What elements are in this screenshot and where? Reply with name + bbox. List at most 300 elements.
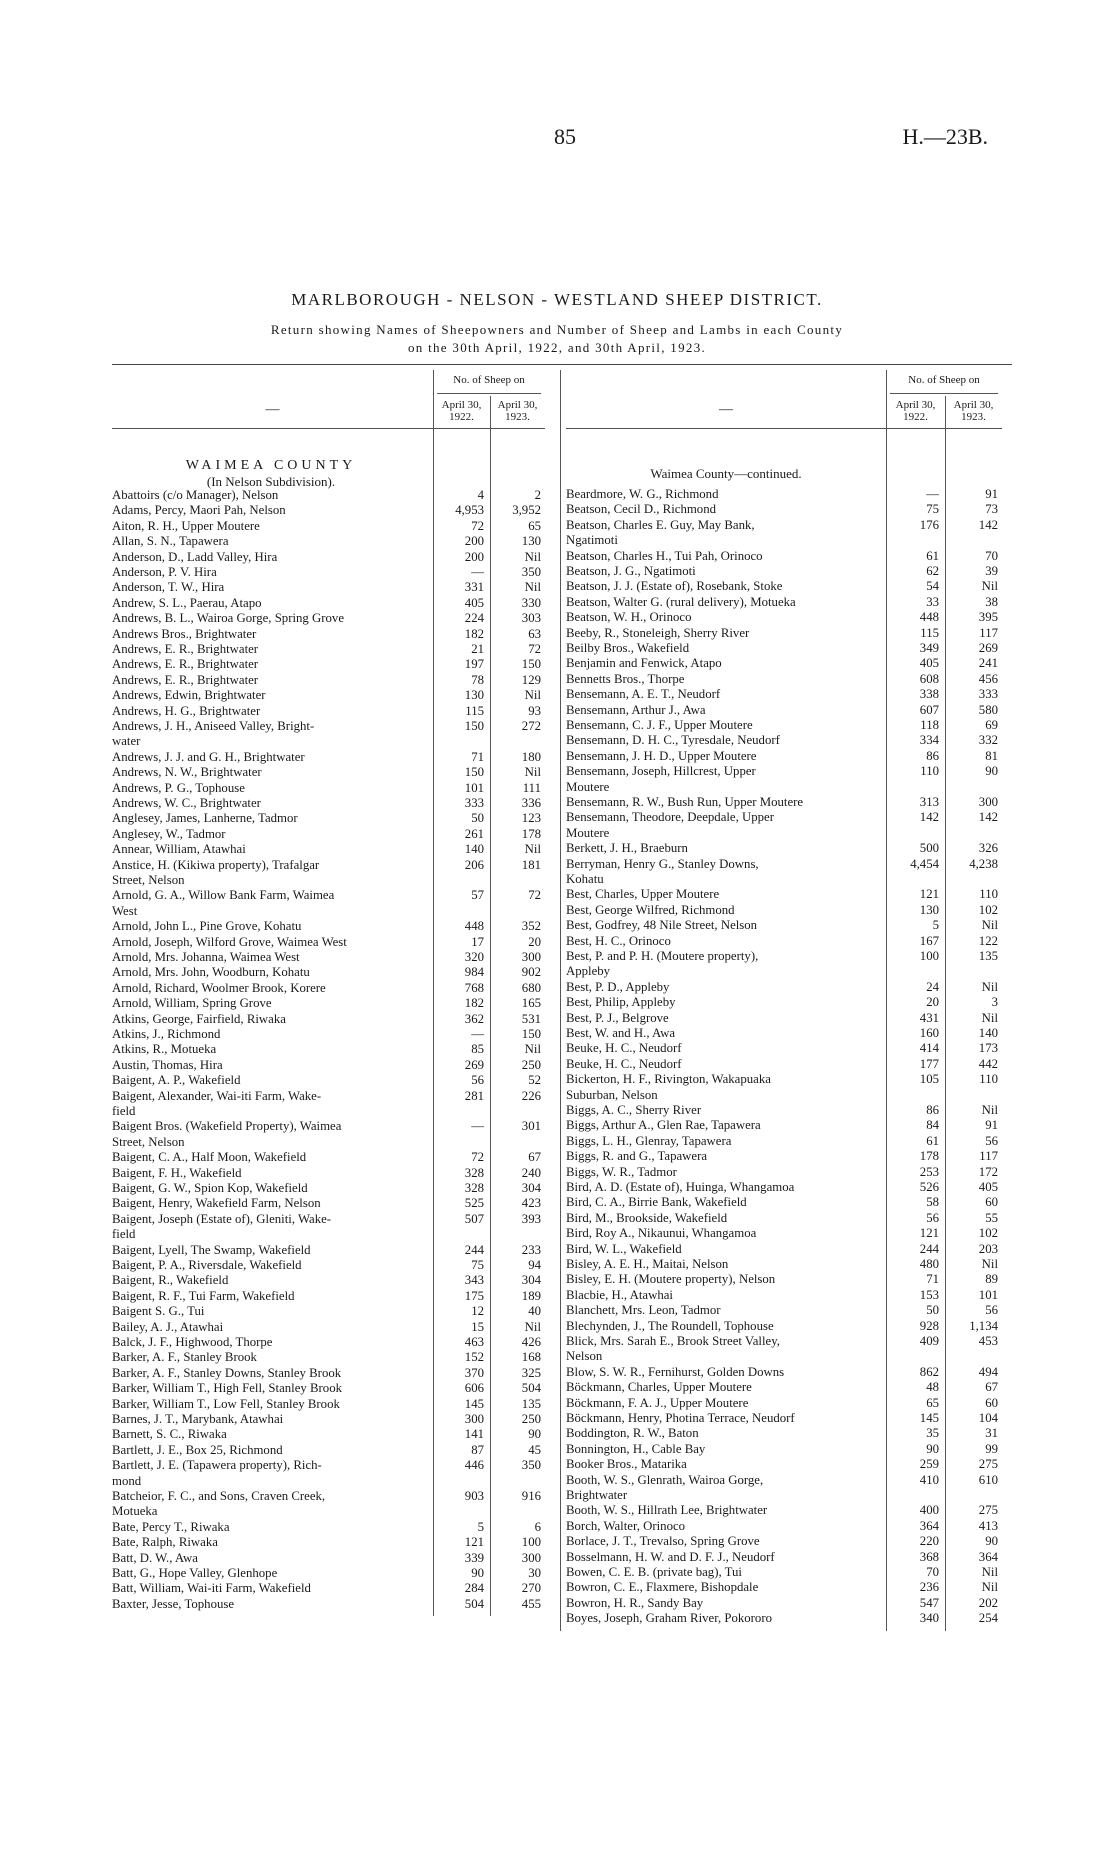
sheep-count-1923: 104 <box>978 1411 998 1425</box>
header-bottom-rule <box>566 428 1002 429</box>
sheep-count-1922: 328 <box>464 1165 484 1180</box>
owner-name: Best, Charles, Upper Moutere <box>566 887 720 902</box>
owner-name: Atkins, J., Richmond <box>112 1027 221 1041</box>
sheep-count-1923: 330 <box>521 595 541 610</box>
table-row <box>112 1427 545 1442</box>
sheep-count-1922: 86 <box>926 748 939 763</box>
sheep-count-1923: 326 <box>978 841 998 856</box>
table-row <box>566 1334 1002 1365</box>
owner-name: Adams, Percy, Maori Pah, Nelson <box>112 503 286 518</box>
sheep-count-1922: 244 <box>919 1241 939 1256</box>
table-row <box>112 950 545 965</box>
table-row <box>112 1196 545 1211</box>
sheep-count-1922: — <box>471 1027 484 1041</box>
owner-name: Batt, William, Wai-iti Farm, Wakefield <box>112 1581 311 1596</box>
sheep-count-1922: 115 <box>465 703 484 718</box>
sheep-count-1923: 67 <box>985 1380 998 1395</box>
sheep-count-1923: 73 <box>985 502 998 517</box>
sheep-count-1922: 58 <box>926 1195 939 1210</box>
owner-name: Bensemann, J. H. D., Upper Moutere <box>566 748 757 763</box>
owner-name: Best, George Wilfred, Richmond <box>566 902 735 917</box>
sheep-count-1922: 61 <box>926 548 939 563</box>
table-row <box>566 703 1002 718</box>
header-group-label: No. of Sheep on <box>453 374 525 386</box>
sheep-count-1923: 130 <box>521 534 541 549</box>
sheep-count-1923: 254 <box>978 1611 998 1626</box>
table-row <box>566 502 1002 517</box>
table-row <box>112 1027 545 1042</box>
owner-name: Beatson, W. H., Orinoco <box>566 610 692 625</box>
header-dash: — <box>719 402 733 417</box>
sheep-count-1923: Nil <box>524 580 541 595</box>
owner-name-continued: Kohatu <box>566 871 604 886</box>
table-row <box>566 949 1002 980</box>
table-row <box>566 903 1002 918</box>
table-row <box>112 673 545 688</box>
owner-name: Baigent, Henry, Wakefield Farm, Nelson <box>112 1196 321 1211</box>
table-row <box>112 1366 545 1381</box>
sheep-count-1922: 200 <box>464 534 484 549</box>
sheep-count-1923: 72 <box>528 888 541 903</box>
sheep-count-1923: 300 <box>521 1550 541 1565</box>
table-row <box>566 626 1002 641</box>
table-row <box>566 1365 1002 1380</box>
sheep-count-1922: 142 <box>919 810 939 825</box>
sheep-count-1923: 93 <box>528 703 541 718</box>
owner-name: Batt, G., Hope Valley, Glenhope <box>112 1566 278 1580</box>
table-row <box>566 934 1002 949</box>
owner-name: Andrews, J. H., Aniseed Valley, Bright- <box>112 719 315 733</box>
sheep-count-1922: 4,953 <box>455 503 484 518</box>
sheep-count-1923: 250 <box>521 1057 541 1072</box>
table-row <box>112 811 545 826</box>
table-row <box>112 1535 545 1550</box>
sheep-count-1923: 135 <box>978 949 998 963</box>
sheep-count-1922: 206 <box>464 857 484 872</box>
table-row <box>566 564 1002 579</box>
owner-name: Baigent, Joseph (Estate of), Gleniti, Wake- <box>112 1211 332 1226</box>
owner-name: Anglesey, W., Tadmor <box>112 826 226 841</box>
district-title: MARLBOROUGH - NELSON - WESTLAND SHEEP DISTRICT. <box>291 290 823 309</box>
sheep-count-1922: 121 <box>919 1226 939 1241</box>
sheep-count-1922: 244 <box>464 1242 484 1257</box>
sheep-count-1923: 165 <box>521 996 541 1011</box>
owner-name: Baigent, Alexander, Wai-iti Farm, Wake- <box>112 1088 322 1103</box>
sheep-count-1922: 115 <box>920 625 939 640</box>
table-row <box>566 1580 1002 1595</box>
owner-name: Bird, W. L., Wakefield <box>566 1241 682 1256</box>
owner-name: Baigent S. G., Tui <box>112 1304 205 1319</box>
owner-name: Beatson, Walter G. (rural delivery), Motueka <box>566 594 796 609</box>
sheep-count-1923: 352 <box>521 919 541 934</box>
owner-name: Anglesey, James, Lanherne, Tadmor <box>112 811 298 826</box>
header-group-rule <box>437 393 541 394</box>
sheep-count-1923: Nil <box>981 1565 998 1579</box>
sheep-count-1922: 78 <box>471 672 484 687</box>
table-row <box>112 1181 545 1196</box>
table-row <box>566 733 1002 748</box>
table-row <box>566 1457 1002 1472</box>
sheep-count-1922: 56 <box>471 1073 484 1088</box>
sheep-count-1923: 455 <box>521 1596 541 1611</box>
sheep-count-1923: 100 <box>521 1535 541 1550</box>
sheep-count-1922: 197 <box>464 657 484 672</box>
table-row <box>566 1149 1002 1164</box>
owner-name: Blow, S. W. R., Fernihurst, Golden Downs <box>566 1364 785 1379</box>
sheep-count-1922: 150 <box>464 765 484 780</box>
owner-name-continued: mond <box>112 1473 142 1488</box>
sheep-count-1923: 122 <box>978 933 998 948</box>
sheep-count-1922: 71 <box>926 1272 939 1287</box>
table-row <box>112 1520 545 1535</box>
owner-name: Bowen, C. E. B. (private bag), Tui <box>566 1565 742 1579</box>
owner-name-continued: Moutere <box>566 779 610 794</box>
sheep-count-1923: Nil <box>981 979 998 994</box>
table-row <box>112 1397 545 1412</box>
header-1923: April 30, 1923. <box>953 399 994 423</box>
sheep-count-1922: 340 <box>919 1611 939 1626</box>
owner-name: Bickerton, H. F., Rivington, Wakapuaka <box>566 1072 771 1087</box>
sheep-count-1923: 275 <box>978 1457 998 1472</box>
sheep-count-1922: 21 <box>471 642 484 656</box>
owner-name: Bisley, E. H. (Moutere property), Nelson <box>566 1272 776 1287</box>
sheep-count-1923: 102 <box>978 1226 998 1241</box>
sheep-count-1922: 328 <box>464 1181 484 1195</box>
sheep-count-1922: 253 <box>919 1164 939 1179</box>
owner-name: Biggs, Arthur A., Glen Rae, Tapawera <box>566 1118 761 1133</box>
owner-name: Boddington, R. W., Baton <box>566 1426 699 1441</box>
sheep-count-1923: 442 <box>978 1056 998 1071</box>
table-row <box>112 1320 545 1335</box>
sheep-count-1922: 320 <box>464 950 484 964</box>
owner-name: Anderson, T. W., Hira <box>112 580 225 595</box>
sheep-count-1922: 862 <box>919 1364 939 1379</box>
sheep-count-1922: 72 <box>471 1150 484 1165</box>
owner-name: Atkins, R., Motueka <box>112 1042 217 1057</box>
owner-name: Beuke, H. C., Neudorf <box>566 1056 682 1071</box>
sheep-count-1922: 463 <box>464 1335 484 1349</box>
sheep-count-1922: 84 <box>926 1118 939 1133</box>
sheep-count-1923: 178 <box>521 826 541 841</box>
table-row <box>566 795 1002 810</box>
sheep-count-1922: 130 <box>919 902 939 917</box>
sheep-count-1923: 142 <box>978 517 998 532</box>
sheep-count-1923: Nil <box>524 1319 541 1334</box>
owner-name: Booker Bros., Matarika <box>566 1457 687 1472</box>
sheep-count-1922: 90 <box>926 1441 939 1456</box>
sheep-count-1923: 325 <box>521 1365 541 1380</box>
sheep-count-1923: 89 <box>985 1272 998 1287</box>
owner-name: Bennetts Bros., Thorpe <box>566 671 685 686</box>
table-row <box>112 488 545 503</box>
sheep-count-1922: 50 <box>926 1303 939 1318</box>
sheep-count-1922: 90 <box>471 1566 484 1580</box>
sheep-count-1923: 110 <box>979 1072 998 1087</box>
header-1922: April 30, 1922. <box>895 399 936 423</box>
owner-name: Bensemann, C. J. F., Upper Moutere <box>566 718 753 732</box>
sheep-count-1923: 91 <box>985 487 998 501</box>
sheep-count-1922: 448 <box>919 610 939 625</box>
table-row <box>566 1550 1002 1565</box>
owner-name: Barnes, J. T., Marybank, Atawhai <box>112 1412 284 1426</box>
sheep-count-1923: 203 <box>978 1241 998 1256</box>
sheep-count-1922: 362 <box>464 1011 484 1026</box>
owner-name: Biggs, R. and G., Tapawera <box>566 1149 708 1164</box>
owner-name: Bartlett, J. E. (Tapawera property), Rich- <box>112 1458 322 1473</box>
owner-name: Best, P. D., Appleby <box>566 979 670 994</box>
sheep-count-1922: 414 <box>919 1041 939 1056</box>
sheep-count-1923: 393 <box>521 1211 541 1226</box>
table-row <box>112 719 545 750</box>
sheep-count-1923: 275 <box>978 1503 998 1518</box>
table-row <box>566 656 1002 671</box>
table-row <box>112 534 545 549</box>
table-row <box>566 810 1002 841</box>
sheep-count-1922: 110 <box>920 764 939 779</box>
sheep-count-1922: 121 <box>919 887 939 902</box>
owner-name: Böckmann, F. A. J., Upper Moutere <box>566 1395 749 1410</box>
sheep-count-1923: 189 <box>521 1288 541 1303</box>
table-row <box>566 1396 1002 1411</box>
sheep-count-1922: 153 <box>919 1287 939 1302</box>
sheep-count-1923: 110 <box>979 887 998 902</box>
owner-name: Baigent, P. A., Riversdale, Wakefield <box>112 1258 302 1272</box>
sheep-count-1922: 4,454 <box>910 856 939 871</box>
table-row <box>112 1458 545 1489</box>
owner-name: Blick, Mrs. Sarah E., Brook Street Valley, <box>566 1334 780 1348</box>
sheep-count-1923: 65 <box>528 518 541 533</box>
table-row <box>566 1534 1002 1549</box>
sheep-count-1923: 333 <box>978 687 998 702</box>
owner-name: Biggs, L. H., Glenray, Tapawera <box>566 1133 732 1148</box>
table-row <box>566 549 1002 564</box>
table-row <box>112 888 545 919</box>
table-row <box>112 796 545 811</box>
owner-name: Baigent, G. W., Spion Kop, Wakefield <box>112 1181 308 1195</box>
sheep-count-1922: 504 <box>464 1596 484 1611</box>
owner-name: Arnold, John L., Pine Grove, Kohatu <box>112 919 302 934</box>
sheep-count-1923: 99 <box>985 1441 998 1456</box>
table-row <box>566 1380 1002 1395</box>
sheep-count-1922: 339 <box>464 1550 484 1565</box>
table-row <box>566 857 1002 888</box>
owner-name: Arnold, Mrs. Johanna, Waimea West <box>112 950 300 964</box>
table-row <box>566 1041 1002 1056</box>
owner-name: Biggs, W. R., Tadmor <box>566 1164 677 1179</box>
sheep-count-1922: 54 <box>926 579 939 594</box>
owner-name-continued: Street, Nelson <box>112 872 185 887</box>
sheep-count-1923: Nil <box>981 579 998 594</box>
sheep-count-1922: 370 <box>464 1365 484 1380</box>
sheep-count-1922: 410 <box>919 1472 939 1487</box>
table-row <box>112 704 545 719</box>
table-row <box>112 580 545 595</box>
owner-name: Baigent, R., Wakefield <box>112 1273 229 1288</box>
table-row <box>566 1596 1002 1611</box>
sheep-count-1923: 494 <box>978 1364 998 1379</box>
table-row <box>112 1089 545 1120</box>
table-row <box>566 841 1002 856</box>
owner-name: Barker, William T., Low Fell, Stanley Brook <box>112 1396 340 1411</box>
table-row <box>566 579 1002 594</box>
sheep-count-1922: 224 <box>464 611 484 626</box>
sheep-count-1922: 56 <box>926 1210 939 1225</box>
table-row <box>566 487 1002 502</box>
sheep-count-1922: 105 <box>919 1072 939 1087</box>
owner-name-continued: Suburban, Nelson <box>566 1087 658 1102</box>
table-row <box>112 1273 545 1288</box>
sheep-count-1922: — <box>926 487 939 501</box>
sheep-count-1922: 607 <box>919 702 939 717</box>
table-row <box>566 1118 1002 1133</box>
table-row <box>112 1212 545 1243</box>
table-row <box>566 749 1002 764</box>
owner-name: Beatson, Charles E. Guy, May Bank, <box>566 517 755 532</box>
sheep-count-1922: 405 <box>464 595 484 610</box>
sheep-count-1923: Nil <box>981 1257 998 1271</box>
return-subtitle-line-1: Return showing Names of Sheepowners and Number of Sheep and Lambs in each County <box>270 322 844 337</box>
owner-name: Arnold, G. A., Willow Bank Farm, Waimea <box>112 888 335 903</box>
column-separator-1923 <box>490 396 491 1616</box>
table-row <box>112 965 545 980</box>
owner-name: Andrews, J. J. and G. H., Brightwater <box>112 749 305 764</box>
sheep-count-1922: 62 <box>926 564 939 578</box>
sheep-count-1922: 300 <box>464 1412 484 1426</box>
sheep-count-1922: — <box>471 1119 484 1134</box>
sheep-count-1922: 48 <box>926 1380 939 1395</box>
owner-name: Best, Godfrey, 48 Nile Street, Nelson <box>566 918 758 933</box>
sheep-count-1922: 331 <box>464 580 484 595</box>
sheep-count-1923: 233 <box>521 1242 541 1257</box>
owner-name: Baigent, F. H., Wakefield <box>112 1165 242 1180</box>
owner-name: Austin, Thomas, Hira <box>112 1057 223 1072</box>
sheep-count-1923: 172 <box>978 1164 998 1179</box>
owner-name: Andrews, N. W., Brightwater <box>112 765 262 780</box>
table-row <box>112 1381 545 1396</box>
table-row <box>566 1565 1002 1580</box>
sheep-count-1923: 350 <box>521 1458 541 1473</box>
owner-name: Beatson, Cecil D., Richmond <box>566 502 716 517</box>
sheep-count-1922: 5 <box>932 918 939 933</box>
owner-name: Arnold, Richard, Woolmer Brook, Korere <box>112 980 326 995</box>
owner-name: Böckmann, Charles, Upper Moutere <box>566 1380 752 1395</box>
owner-name: Blacbie, H., Atawhai <box>566 1287 673 1302</box>
sheep-count-1922: 349 <box>919 641 939 655</box>
sheep-count-1922: 200 <box>464 549 484 564</box>
owner-name-continued: Motueka <box>112 1504 158 1519</box>
table-row <box>566 672 1002 687</box>
table-row <box>112 827 545 842</box>
sheep-count-1922: 167 <box>919 933 939 948</box>
sheep-count-1923: 405 <box>978 1180 998 1194</box>
owner-name: Anderson, D., Ladd Valley, Hira <box>112 549 278 564</box>
sheep-count-1923: 580 <box>978 702 998 717</box>
sheep-count-1922: 446 <box>464 1458 484 1473</box>
owner-name: Beardmore, W. G., Richmond <box>566 487 719 501</box>
table-row <box>112 565 545 580</box>
table-row <box>112 1166 545 1181</box>
sheep-count-1923: 240 <box>521 1165 541 1180</box>
sheep-count-1923: 20 <box>528 934 541 949</box>
sheep-count-1922: 61 <box>926 1133 939 1148</box>
table-row <box>112 611 545 626</box>
section-title: Waimea County—continued. <box>650 466 802 481</box>
sheep-count-1923: 1,134 <box>969 1318 998 1333</box>
sheep-count-1923: 3,952 <box>512 503 541 518</box>
owner-name: Borch, Walter, Orinoco <box>566 1518 686 1533</box>
sheep-count-1923: Nil <box>524 842 541 857</box>
sheep-count-1922: 71 <box>471 749 484 764</box>
table-row <box>112 1551 545 1566</box>
header-bottom-rule <box>112 428 545 429</box>
column-separator-left-edge <box>560 370 561 1631</box>
table-row <box>112 1243 545 1258</box>
owner-name: Bosselmann, H. W. and D. F. J., Neudorf <box>566 1549 775 1564</box>
sheep-count-1923: 55 <box>985 1210 998 1225</box>
owner-name: Best, W. and H., Awa <box>566 1026 676 1040</box>
owner-name: Andrews, P. G., Tophouse <box>112 780 245 795</box>
sheep-count-1922: 75 <box>926 502 939 517</box>
owner-name: Bowron, C. E., Flaxmere, Bishopdale <box>566 1580 759 1595</box>
owner-name: Andrews, Edwin, Brightwater <box>112 688 266 703</box>
owner-name: Bate, Percy T., Riwaka <box>112 1519 230 1534</box>
sheep-count-1922: 182 <box>464 626 484 641</box>
table-row <box>112 1012 545 1027</box>
header-1923: April 30, 1923. <box>497 399 538 423</box>
sheep-count-1922: 507 <box>464 1211 484 1226</box>
table-row <box>566 1272 1002 1287</box>
sheep-count-1922: 17 <box>471 934 484 949</box>
sheep-count-1923: 531 <box>521 1011 541 1026</box>
owner-name: Bensemann, D. H. C., Tyresdale, Neudorf <box>566 733 780 748</box>
sheep-count-1922: 15 <box>471 1319 484 1334</box>
owner-name-continued: water <box>112 734 141 749</box>
table-row <box>112 750 545 765</box>
owner-name: Berkett, J. H., Braeburn <box>566 841 688 856</box>
owner-name: Baigent, C. A., Half Moon, Wakefield <box>112 1150 307 1165</box>
sheep-count-1922: 175 <box>464 1288 484 1303</box>
owner-name: Bird, M., Brookside, Wakefield <box>566 1210 728 1225</box>
table-row <box>566 1180 1002 1195</box>
table-row <box>566 1072 1002 1103</box>
sheep-count-1923: Nil <box>524 688 541 703</box>
sheep-count-1923: 270 <box>521 1581 541 1596</box>
table-row <box>566 1288 1002 1303</box>
sheep-count-1922: 768 <box>464 980 484 995</box>
table-row <box>566 518 1002 549</box>
owner-name: Best, P. J., Belgrove <box>566 1010 669 1025</box>
sheep-count-1922: 177 <box>919 1056 939 1071</box>
column-separator-1922 <box>886 370 887 1631</box>
table-row <box>566 918 1002 933</box>
sheep-count-1922: 903 <box>464 1489 484 1503</box>
sheep-count-1923: 111 <box>522 780 541 795</box>
owner-name: Bird, Roy A., Nikaunui, Whangamoa <box>566 1226 757 1241</box>
sheep-count-1923: 150 <box>521 657 541 672</box>
sheep-count-1922: 405 <box>919 656 939 671</box>
owner-name-continued: Street, Nelson <box>112 1134 185 1149</box>
sheep-count-1923: 304 <box>521 1181 541 1195</box>
table-row <box>112 657 545 672</box>
owner-name-continued: Ngatimoti <box>566 533 618 548</box>
owner-name: Beilby Bros., Wakefield <box>566 641 690 655</box>
sheep-count-1922: 20 <box>926 995 939 1010</box>
table-row <box>566 1242 1002 1257</box>
sheep-count-1922: 72 <box>471 518 484 533</box>
sheep-count-1923: 94 <box>528 1258 541 1272</box>
owner-name: Anderson, P. V. Hira <box>112 565 217 579</box>
sheep-count-1923: Nil <box>981 918 998 933</box>
